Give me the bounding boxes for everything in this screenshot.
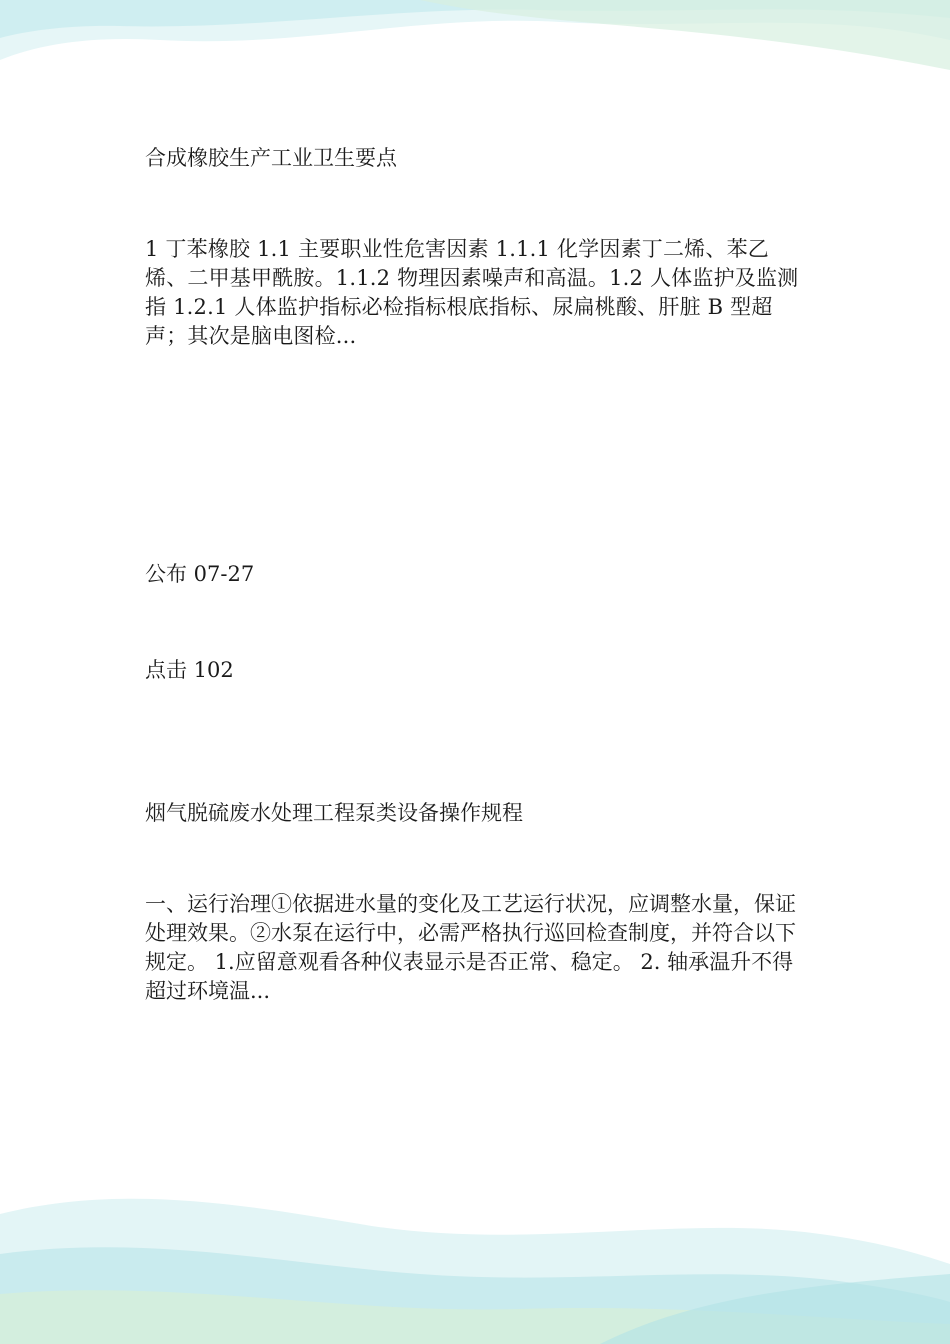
article-summary: 一、运行治理①依据进水量的变化及工艺运行状况，应调整水量，保证处理效果。②水泵在运行中，必需严格执行巡回检查制度，并符合以下规定。 1.应留意观看各种仪表显示是否正常、稳定。 2. 轴承温升不得超过环境温...: [145, 892, 796, 1003]
top-wave-decoration: [0, 0, 950, 130]
article-title[interactable]: 烟气脱硫废水处理工程泵类设备操作规程: [145, 801, 523, 825]
publish-date: 公布 07-27: [145, 562, 255, 586]
article-summary: 1 丁苯橡胶 1.1 主要职业性危害因素 1.1.1 化学因素丁二烯、苯乙烯、二甲基甲酰胺。1.1.2 物理因素噪声和高温。1.2 人体监护及监测指 1.2.1 人体监护指标必检指标根底指标、尿扁桃酸、肝脏 B 型超声；其次是脑电图检...: [145, 237, 799, 348]
click-count: 点击 102: [145, 658, 234, 682]
bottom-wave-decoration: [0, 1144, 950, 1344]
article-title[interactable]: 合成橡胶生产工业卫生要点: [145, 146, 397, 170]
